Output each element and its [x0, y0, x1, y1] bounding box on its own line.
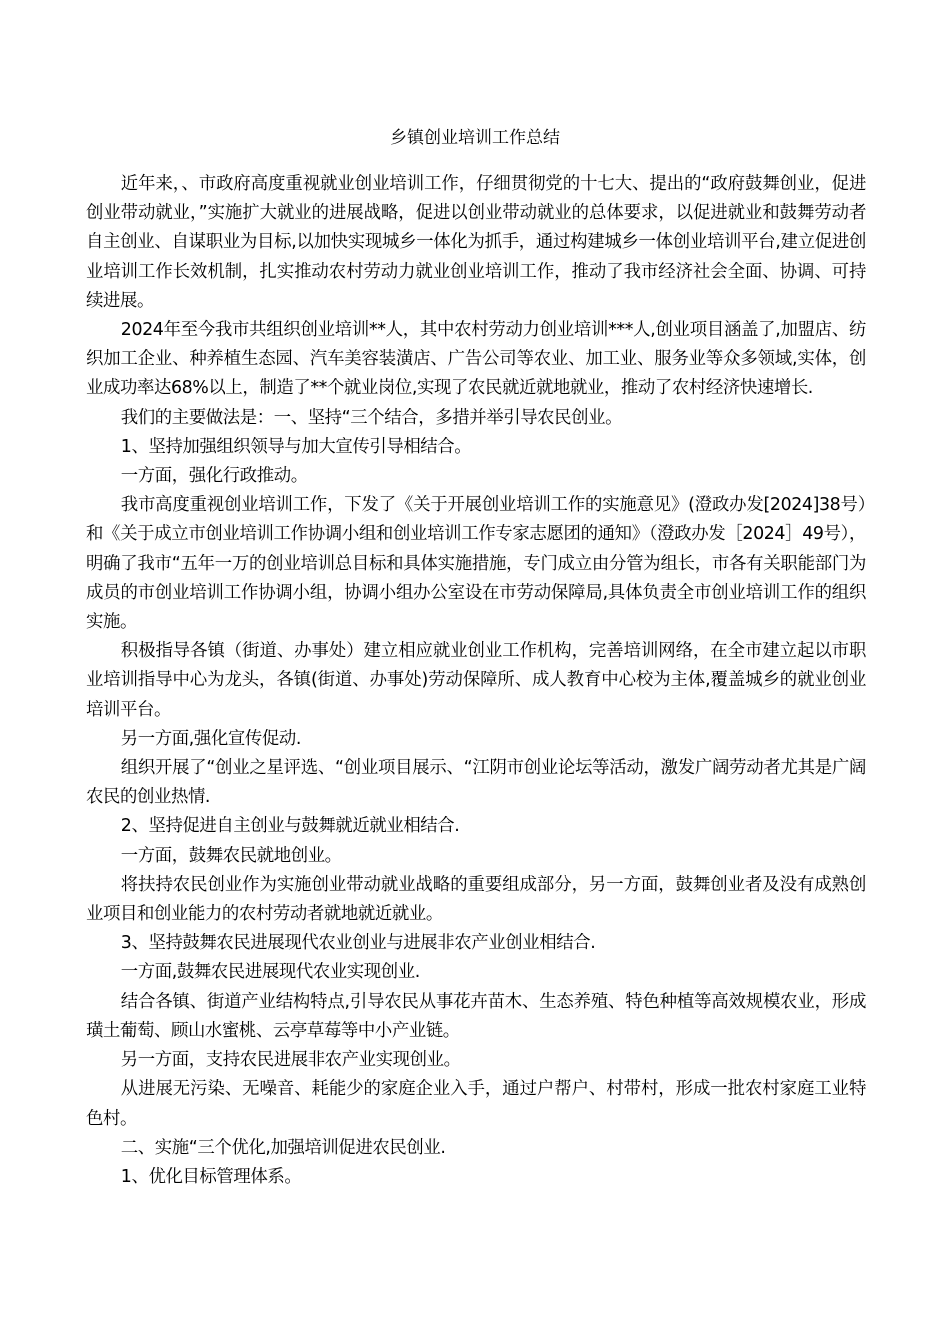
paragraph: 2024年至今我市共组织创业培训**人，其中农村劳动力创业培训***人,创业项目涵盖了,加盟店、纺织加工企业、种养植生态园、汽车美容装潢店、广告公司等农业、加工业、服务业等众多领域,实体，创业成功率达68%以上，制造了**个就业岗位,实现了农民就近就地就业，推动了农村经济快速增长. [86, 320, 866, 399]
paragraph: 1、坚持加强组织领导与加大宣传引导相结合。 [120, 436, 472, 457]
document-title: 乡镇创业培训工作总结 [390, 128, 560, 148]
paragraph: 结合各镇、街道产业结构特点,引导农民从事花卉苗木、生态养殖、特色种植等高效规模农业，形成璜土葡萄、顾山水蜜桃、云亭草莓等中小产业链。 [86, 991, 866, 1041]
paragraph: 一方面,鼓舞农民进展现代农业实现创业. [120, 962, 420, 983]
paragraph: 二、实施“三个优化,加强培训促进农民创业. [120, 1137, 446, 1158]
paragraph: 1、优化目标管理体系。 [120, 1166, 302, 1187]
paragraph: 一方面，强化行政推动。 [120, 466, 308, 487]
paragraph: 另一方面,强化宣传促动. [120, 728, 301, 749]
paragraph: 我市高度重视创业培训工作，下发了《关于开展创业培训工作的实施意见》(澄政办发[2024]38号）和《关于成立市创业培训工作协调小组和创业培训工作专家志愿团的通知》（澄政办发［2024］49号），明确了我市“五年一万的创业培训总目标和具体实施措施，专门成立由分管为组长，市各有关职能部门为成员的市创业培训工作协调小组，协调小组办公室设在市劳动保障局,具体负责全市创业培训工作的组织实施。 [86, 495, 866, 633]
paragraph: 一方面，鼓舞农民就地创业。 [120, 845, 342, 866]
document-body [86, 170, 866, 1192]
paragraph: 将扶持农民创业作为实施创业带动就业战略的重要组成部分，另一方面，鼓舞创业者及没有成熟创业项目和创业能力的农村劳动者就地就近就业。 [86, 874, 866, 925]
paragraph: 我们的主要做法是：一、坚持“三个结合，多措并举引导农民创业。 [120, 407, 623, 428]
paragraph: 从进展无污染、无噪音、耗能少的家庭企业入手，通过户帮户、村带村，形成一批农村家庭工业特色村。 [86, 1079, 866, 1129]
paragraph: 另一方面，支持农民进展非农产业实现创业。 [120, 1050, 461, 1071]
paragraph: 2、坚持促进自主创业与鼓舞就近就业相结合. [120, 816, 460, 837]
paragraph: 3、坚持鼓舞农民进展现代农业创业与进展非农产业创业相结合. [120, 933, 596, 954]
paragraph: 近年来，、市政府高度重视就业创业培训工作，仔细贯彻党的十七大、提出的“政府鼓舞创业，促进创业带动就业，”实施扩大就业的进展战略，促进以创业带动就业的总体要求，以促进就业和鼓舞劳动者自主创业、自谋职业为目标,以加快实现城乡一体化为抓手，通过构建城乡一体创业培训平台,建立促进创业培训工作长效机制，扎实推动农村劳动力就业创业培训工作，推动了我市经济社会全面、协调、可持续进展。 [86, 174, 866, 311]
paragraph: 组织开展了“创业之星评选、“创业项目展示、“江阴市创业论坛等活动，激发广阔劳动者尤其是广阔农民的创业热情. [86, 758, 866, 808]
paragraph: 积极指导各镇（街道、办事处）建立相应就业创业工作机构，完善培训网络，在全市建立起以市职业培训指导中心为龙头，各镇(街道、办事处)劳动保障所、成人教育中心校为主体,覆盖城乡的就业创业培训平台。 [86, 641, 866, 720]
